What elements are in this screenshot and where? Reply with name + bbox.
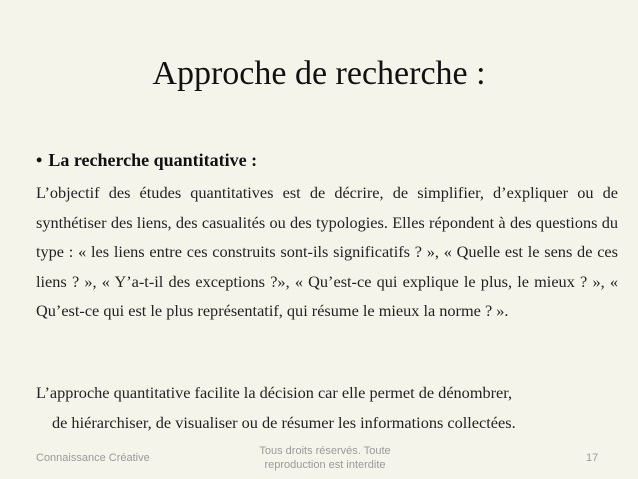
footer-copyright-line1: Tous droits réservés. Toute xyxy=(259,445,391,457)
footer-company: Connaissance Créative xyxy=(36,452,150,464)
paragraph-approach-continued: de hiérarchiser, de visualiser ou de résumer les informations collectées. xyxy=(52,413,516,432)
bullet-heading-text: La recherche quantitative : xyxy=(48,150,258,170)
paragraph-objective: L’objectif des études quantitatives est de décrire, de simplifier, d’expliquer ou de synthétiser des liens, des casualités ou des typologies. Elles répondent à des questions du type : « les liens entre ces construits sont-ils significatifs ? », « Quelle est le sens de ces liens ? », « Y’a-t-il des exceptions ?», « Qu’est-ce qui explique le plus, le mieux ? », « Qu’est-ce qui est le plus représentatif, qui résume le mieux la norme ? ». xyxy=(36,183,618,321)
footer-copyright xyxy=(210,444,440,472)
page-number: 17 xyxy=(586,452,599,464)
bullet-heading xyxy=(36,150,257,171)
slide-title: Approche de recherche : xyxy=(152,55,486,92)
footer-copyright-line2: reproduction est interdite xyxy=(264,459,386,471)
bullet-marker: • xyxy=(36,150,43,170)
paragraph-approach: L’approche quantitative facilite la décision car elle permet de dénombrer, xyxy=(36,383,513,402)
